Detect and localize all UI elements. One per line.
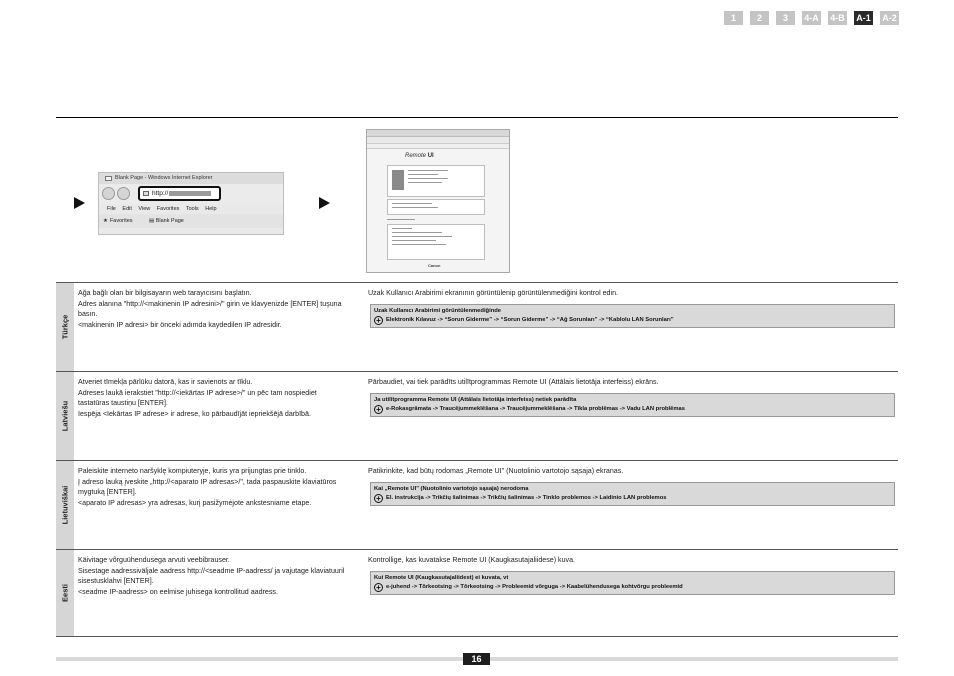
note-title: Kui Remote UI (Kaugkasutajaliidest) ei kuvata, vt <box>374 575 509 582</box>
note-reference <box>374 583 891 592</box>
step-arrow-icon <box>74 197 85 209</box>
canon-logo: Canon <box>428 263 441 268</box>
note-title: Kai „Remote UI" (Nuotolinio vartotojo sąsaja) nerodoma <box>374 486 529 493</box>
troubleshoot-note <box>370 304 895 328</box>
instruction-text: Adres alanına "http://<makinenin IP adresini>/" girin ve klavyenizde [ENTER] tuşuna basın. <box>78 300 342 318</box>
back-button[interactable] <box>102 187 115 200</box>
address-bar[interactable] <box>138 186 221 201</box>
language-label <box>56 550 74 636</box>
blurred-ip <box>169 191 211 196</box>
step-instructions <box>78 556 348 600</box>
page-icon <box>143 191 149 196</box>
instruction-text: Paleiskite interneto naršyklę kompiuteryje, kuris yra prijungtas prie tinklo. <box>78 467 307 475</box>
plus-circle-icon: + <box>374 405 383 414</box>
note-reference <box>374 405 891 414</box>
step-instructions <box>78 467 348 511</box>
address-text: http:// <box>152 190 169 197</box>
instruction-text: Atveriet tīmekļa pārlūku datorā, kas ir savienots ar tīklu. <box>78 378 253 386</box>
menu-view[interactable]: View <box>138 206 151 212</box>
rui-address-bar <box>367 137 509 144</box>
check-text: Uzak Kullanıcı Arabirimi ekranının görüntülenip görüntülenmediğini kontrol edin. <box>368 289 618 297</box>
language-text: Lietuviškai <box>60 485 70 525</box>
tab-4a[interactable]: 4-A <box>802 11 821 25</box>
favorites-button[interactable] <box>103 214 133 228</box>
instruction-text: Käivitage võrguühendusega arvuti veebibrauser. <box>78 556 230 564</box>
language-text: Eesti <box>60 584 70 602</box>
browser-tab-label: Blank Page <box>155 218 184 224</box>
reference-text: e-Rokasgrāmata -> Traucējummeklēšana -> Traucējummeklēšana -> Tīkla problēmas -> Vadu LAN problēmas <box>386 406 685 413</box>
plus-circle-icon: + <box>374 316 383 325</box>
row-latvian <box>56 371 898 460</box>
plus-circle-icon: + <box>374 583 383 592</box>
language-text: Latviešu <box>60 400 70 432</box>
check-text: Pārbaudiet, vai tiek parādīts utilītprogrammas Remote UI (Attālais lietotāja interfeiss) ekrāns. <box>368 378 659 386</box>
browser-tab[interactable] <box>149 214 184 228</box>
tab-a2[interactable]: A-2 <box>880 11 899 25</box>
top-rule <box>56 117 898 118</box>
browser-title: Blank Page - Windows Internet Explorer <box>115 175 213 181</box>
page-icon: ▤ <box>149 218 156 224</box>
browser-title-bar <box>99 173 283 184</box>
language-label <box>56 372 74 460</box>
check-instructions <box>368 289 896 328</box>
plus-circle-icon: + <box>374 494 383 503</box>
language-label <box>56 461 74 549</box>
menu-favorites[interactable]: Favorites <box>156 206 180 212</box>
rui-toolbar <box>367 144 509 149</box>
tab-3[interactable]: 3 <box>776 11 795 25</box>
menu-file[interactable]: File <box>107 206 116 212</box>
rui-title-bar <box>367 130 509 137</box>
menu-edit[interactable]: Edit <box>122 206 132 212</box>
step-arrow-icon <box>319 197 330 209</box>
note-title: Ja utilītprogramma Remote UI (Attālais lietotāja interfeiss) netiek parādīta <box>374 397 577 404</box>
menu-help[interactable]: Help <box>205 206 217 212</box>
troubleshoot-note <box>370 482 895 506</box>
logo-suffix: UI <box>427 153 434 159</box>
logo-prefix: Remote <box>405 153 427 159</box>
favorites-label: Favorites <box>109 218 133 224</box>
step-instructions <box>78 289 348 333</box>
row-turkish <box>56 282 898 371</box>
reference-text: e-juhend -> Tõrkeotsing -> Tõrkeotsing -> Probleemid võrguga -> Kaabelühendusega kohtvõrgu probleemid <box>386 584 683 591</box>
check-instructions <box>368 378 896 417</box>
note-reference <box>374 316 891 325</box>
check-text: Kontrollige, kas kuvatakse Remote UI (Kaugkasutajaliidese) kuva. <box>368 556 576 564</box>
page-icon <box>105 176 112 181</box>
instruction-text: Ağa bağlı olan bir bilgisayarın web tarayıcısını başlatın. <box>78 289 252 297</box>
reference-text: El. instrukcija -> Trikčių šalinimas -> Trikčių šalinimas -> Tinklo problemos -> Laidinio LAN problemos <box>386 495 667 502</box>
menu-tools[interactable]: Tools <box>185 206 199 212</box>
rui-login-field <box>387 217 417 222</box>
rui-status-panel <box>387 199 485 215</box>
instruction-text: <seadme IP-aadress> on eelmise juhisega kontrollitud aadress. <box>78 588 278 597</box>
forward-button[interactable] <box>117 187 130 200</box>
device-info <box>408 170 448 186</box>
language-label <box>56 283 74 371</box>
note-title: Uzak Kullanıcı Arabirimi görüntülenmediğinde <box>374 308 502 315</box>
rui-info-panel <box>387 224 485 260</box>
browser-favorites-bar <box>99 214 283 228</box>
note-reference <box>374 494 891 503</box>
instruction-text: <makinenin IP adresi> bir önceki adımda kaydedilen IP adresidir. <box>78 321 282 330</box>
tab-a1[interactable]: A-1 <box>854 11 873 25</box>
instruction-text: Į adreso lauką įveskite „http://<aparato IP adresas>/", tada paspauskite klaviatūros mygtuką [ENTER]. <box>78 478 337 496</box>
rui-device-panel <box>387 165 485 197</box>
reference-text: Elektronik Kılavuz -> “Sorun Giderme” -> “Sorun Giderme” -> “Ağ Sorunları” -> “Kablolu LAN Sorunları” <box>386 317 674 324</box>
instruction-text: Iespēja <Iekārtas IP adrese> ir adrese, ko pārbaudījāt iepriekšējā darbībā. <box>78 410 311 419</box>
troubleshoot-note <box>370 571 895 595</box>
browser-screenshot <box>98 172 284 235</box>
remote-ui-screenshot <box>366 129 510 273</box>
instruction-text: <aparato IP adresas> yra adresas, kurį pasižymėjote ankstesniame etape. <box>78 499 312 508</box>
tab-2[interactable]: 2 <box>750 11 769 25</box>
step-instructions <box>78 378 348 422</box>
check-instructions <box>368 556 896 595</box>
instruction-text: Sisestage aadressiväljale aadress http://<seadme IP-aadress/ ja vajutage klaviatuuril sisestusklahvi [ENTER]. <box>78 567 345 585</box>
language-text: Türkçe <box>60 314 70 340</box>
browser-menu-bar <box>99 204 283 214</box>
row-lithuanian <box>56 460 898 549</box>
check-text: Patikrinkite, kad būtų rodomas „Remote UI" (Nuotolinio vartotojo sąsaja) ekranas. <box>368 467 624 475</box>
browser-nav-bar <box>99 184 283 204</box>
page-number: 16 <box>463 653 490 665</box>
troubleshoot-note <box>370 393 895 417</box>
star-icon: ★ <box>103 218 108 224</box>
device-image <box>392 170 404 190</box>
row-estonian <box>56 549 898 637</box>
check-instructions <box>368 467 896 506</box>
remote-ui-logo <box>405 153 434 159</box>
instruction-text: Adreses laukā ierakstiet "http://<iekārtas IP adrese>/" un pēc tam nospiediet tastatūras taustiņu [ENTER]. <box>78 389 317 407</box>
tab-1[interactable]: 1 <box>724 11 743 25</box>
tab-4b[interactable]: 4-B <box>828 11 847 25</box>
chapter-tabs <box>724 11 899 25</box>
